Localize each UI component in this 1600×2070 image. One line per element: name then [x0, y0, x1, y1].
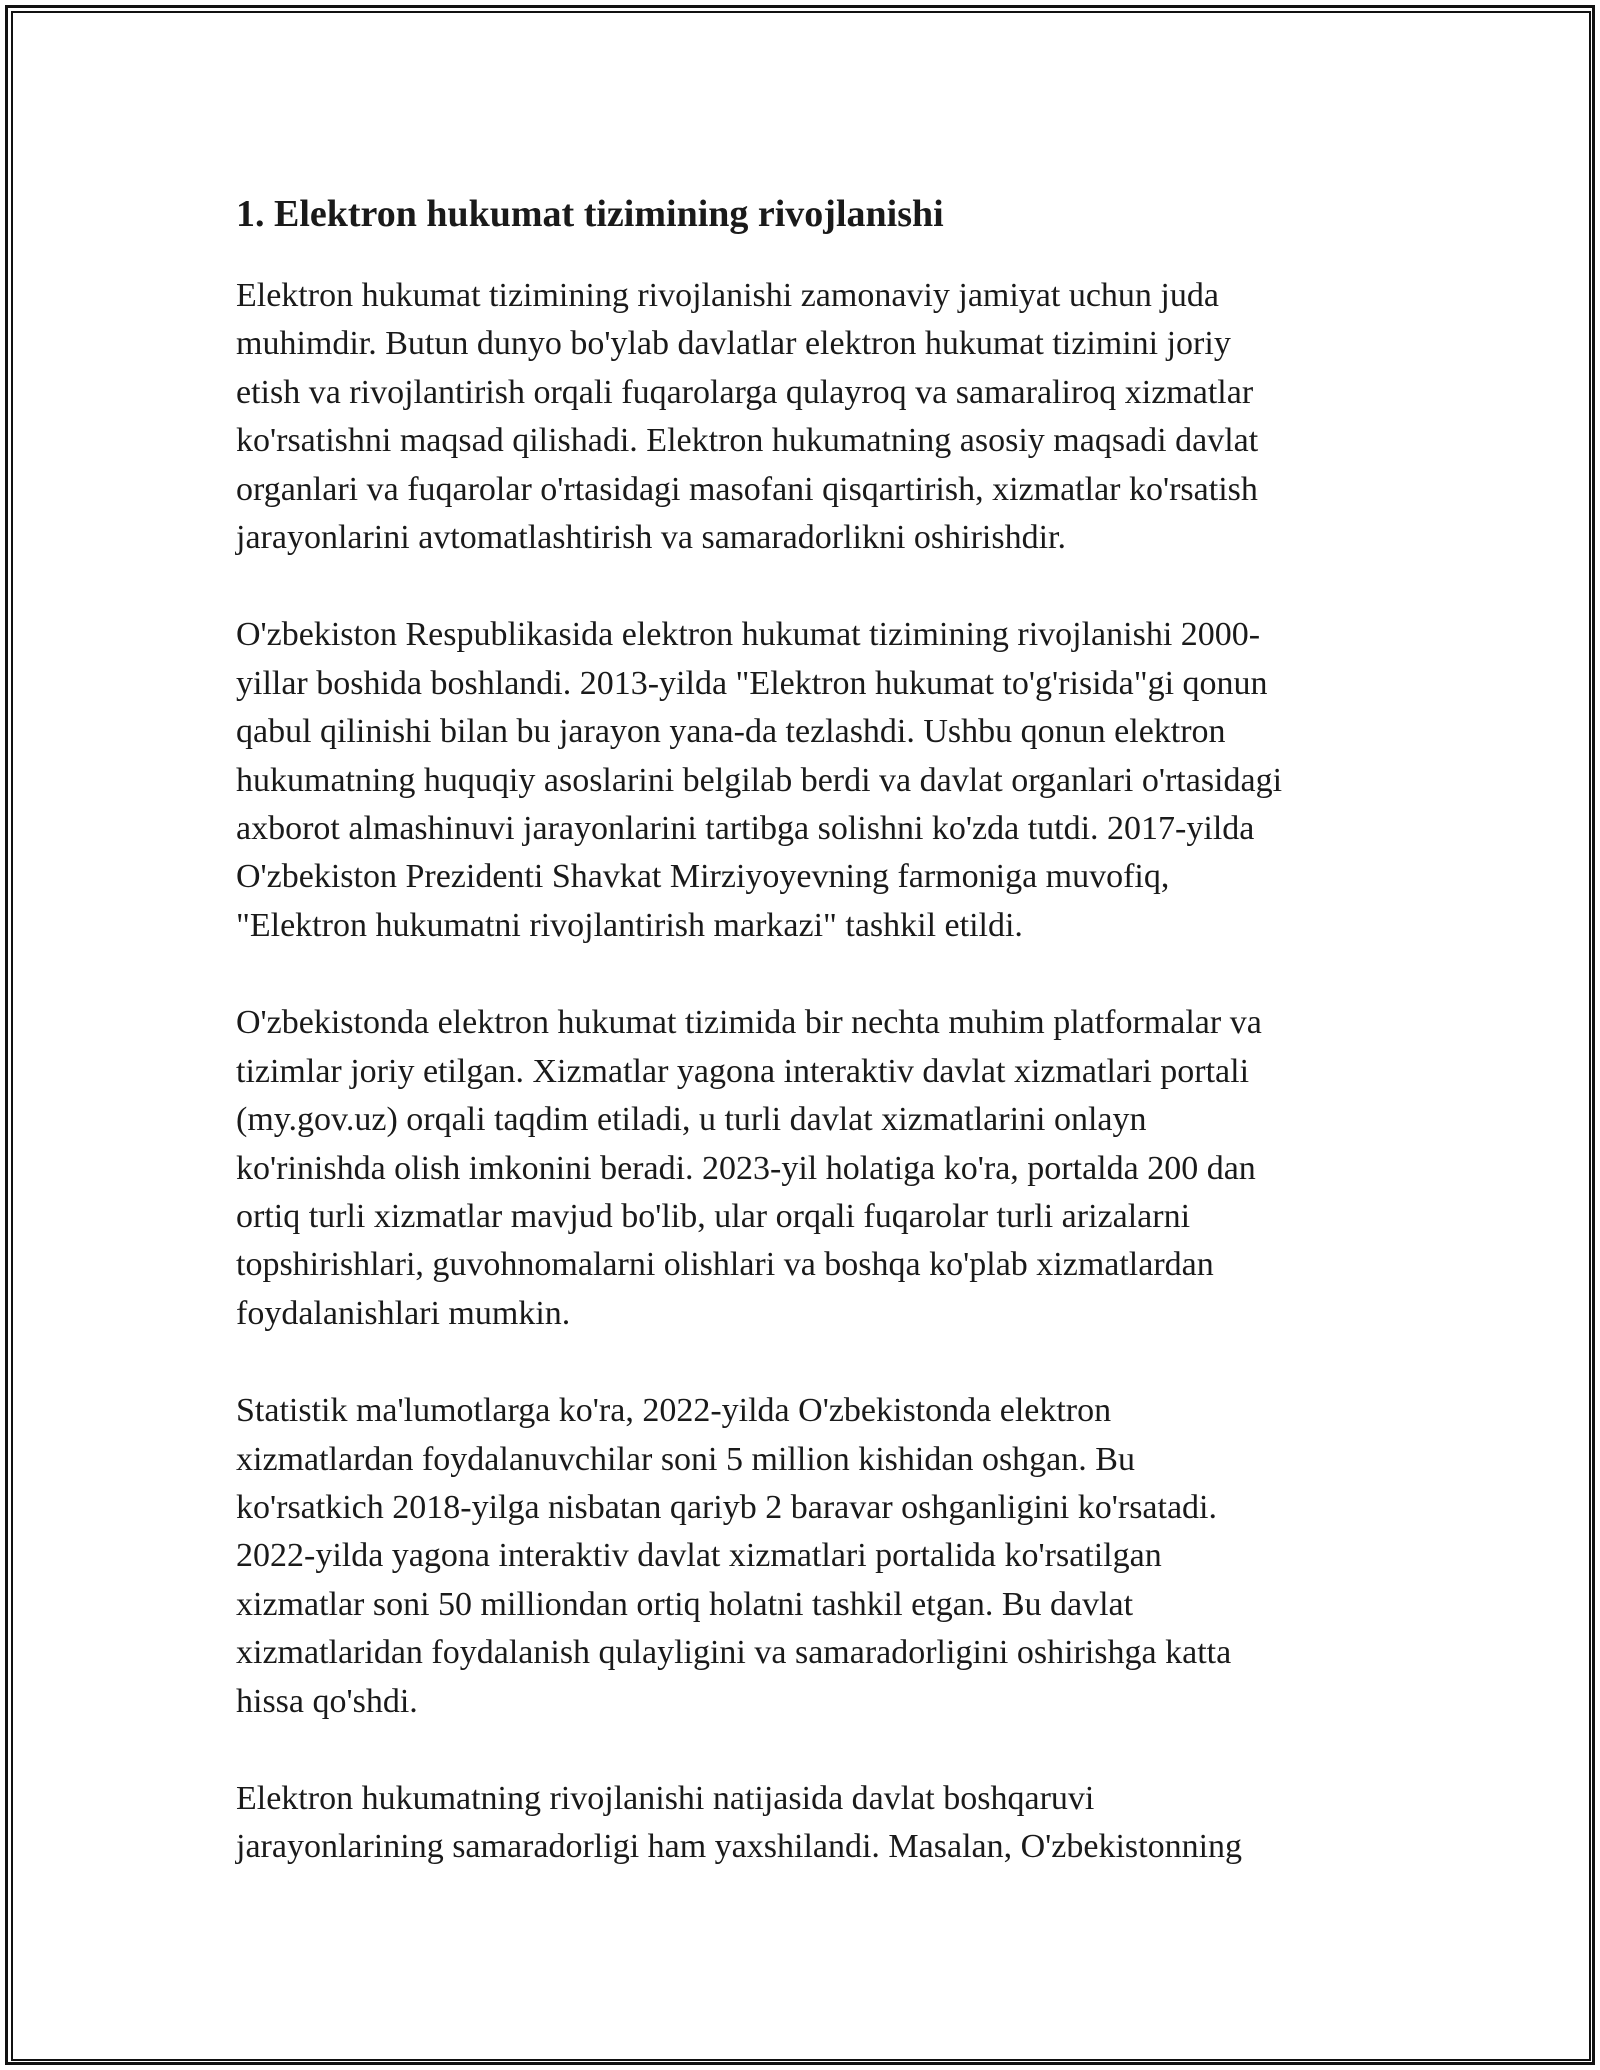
text-line: xizmatlaridan foydalanish qulayligini va samaradorligini oshirishga katta: [236, 1634, 1232, 1672]
paragraph-1: [236, 272, 1366, 562]
text-line: "Elektron hukumatni rivojlantirish markazi" tashkil etildi.: [236, 906, 1023, 944]
paragraph-2: [236, 611, 1366, 950]
text-line: (my.gov.uz) orqali taqdim etiladi, u turli davlat xizmatlarini onlayn: [236, 1101, 1147, 1139]
text-line: hissa qo'shdi.: [236, 1682, 418, 1720]
text-line: topshirishlari, guvohnomalarni olishlari va boshqa ko'plab xizmatlardan: [236, 1246, 1214, 1284]
paragraph-4: [236, 1387, 1366, 1726]
text-line: O'zbekiston Prezidenti Shavkat Mirziyoyevning farmoniga muvofiq,: [236, 858, 1170, 896]
text-line: O'zbekiston Respublikasida elektron hukumat tizimining rivojlanishi 2000-: [236, 616, 1261, 654]
text-line: ko'rsatishni maqsad qilishadi. Elektron hukumatning asosiy maqsadi davlat: [236, 422, 1259, 460]
text-line: jarayonlarining samaradorligi ham yaxshilandi. Masalan, O'zbekistonning: [236, 1828, 1243, 1866]
document-body: [236, 186, 1366, 1921]
text-line: organlari va fuqarolar o'rtasidagi masofani qisqartirish, xizmatlar ko'rsatish: [236, 470, 1258, 508]
text-line: ko'rsatkich 2018-yilga nisbatan qariyb 2 baravar oshganligini ko'rsatadi.: [236, 1488, 1218, 1526]
text-line: jarayonlarini avtomatlashtirish va samaradorlikni oshirishdir.: [236, 519, 1066, 557]
text-line: 2022-yilda yagona interaktiv davlat xizmatlari portalida ko'rsatilgan: [236, 1537, 1162, 1575]
text-line: foydalanishlari mumkin.: [236, 1294, 571, 1332]
text-line: xizmatlar soni 50 milliondan ortiq holatni tashkil etgan. Bu davlat: [236, 1585, 1134, 1623]
text-line: ko'rinishda olish imkonini beradi. 2023-yil holatiga ko'ra, portalda 200 dan: [236, 1149, 1256, 1187]
text-line: qabul qilinishi bilan bu jarayon yana-da tezlashdi. Ushbu qonun elektron: [236, 713, 1226, 751]
text-line: axborot almashinuvi jarayonlarini tartibga solishni ko'zda tutdi. 2017-yilda: [236, 810, 1255, 848]
text-line: O'zbekistonda elektron hukumat tizimida bir nechta muhim platformalar va: [236, 1004, 1262, 1042]
paragraph-3: [236, 999, 1366, 1338]
text-line: xizmatlardan foydalanuvchilar soni 5 million kishidan oshgan. Bu: [236, 1440, 1135, 1478]
text-line: tizimlar joriy etilgan. Xizmatlar yagona interaktiv davlat xizmatlari portali: [236, 1052, 1250, 1090]
text-line: Elektron hukumat tizimining rivojlanishi zamonaviy jamiyat uchun juda: [236, 277, 1219, 314]
paragraph-5: [236, 1775, 1366, 1872]
text-line: yillar boshida boshlandi. 2013-yilda "Elektron hukumat to'g'risida"gi qonun: [236, 664, 1268, 702]
text-line: muhimdir. Butun dunyo bo'ylab davlatlar elektron hukumat tizimini joriy: [236, 325, 1231, 363]
text-line: etish va rivojlantirish orqali fuqarolarga qulayroq va samaraliroq xizmatlar: [236, 373, 1254, 411]
text-line: Statistik ma'lumotlarga ko'ra, 2022-yilda O'zbekistonda elektron: [236, 1392, 1112, 1430]
text-line: Elektron hukumatning rivojlanishi natijasida davlat boshqaruvi: [236, 1779, 1095, 1817]
text-line: hukumatning huquqiy asoslarini belgilab berdi va davlat organlari o'rtasidagi: [236, 761, 1283, 799]
section-heading: 1. Elektron hukumat tizimining rivojlanishi: [236, 193, 944, 235]
text-line: ortiq turli xizmatlar mavjud bo'lib, ular orqali fuqarolar turli arizalarni: [236, 1197, 1191, 1235]
